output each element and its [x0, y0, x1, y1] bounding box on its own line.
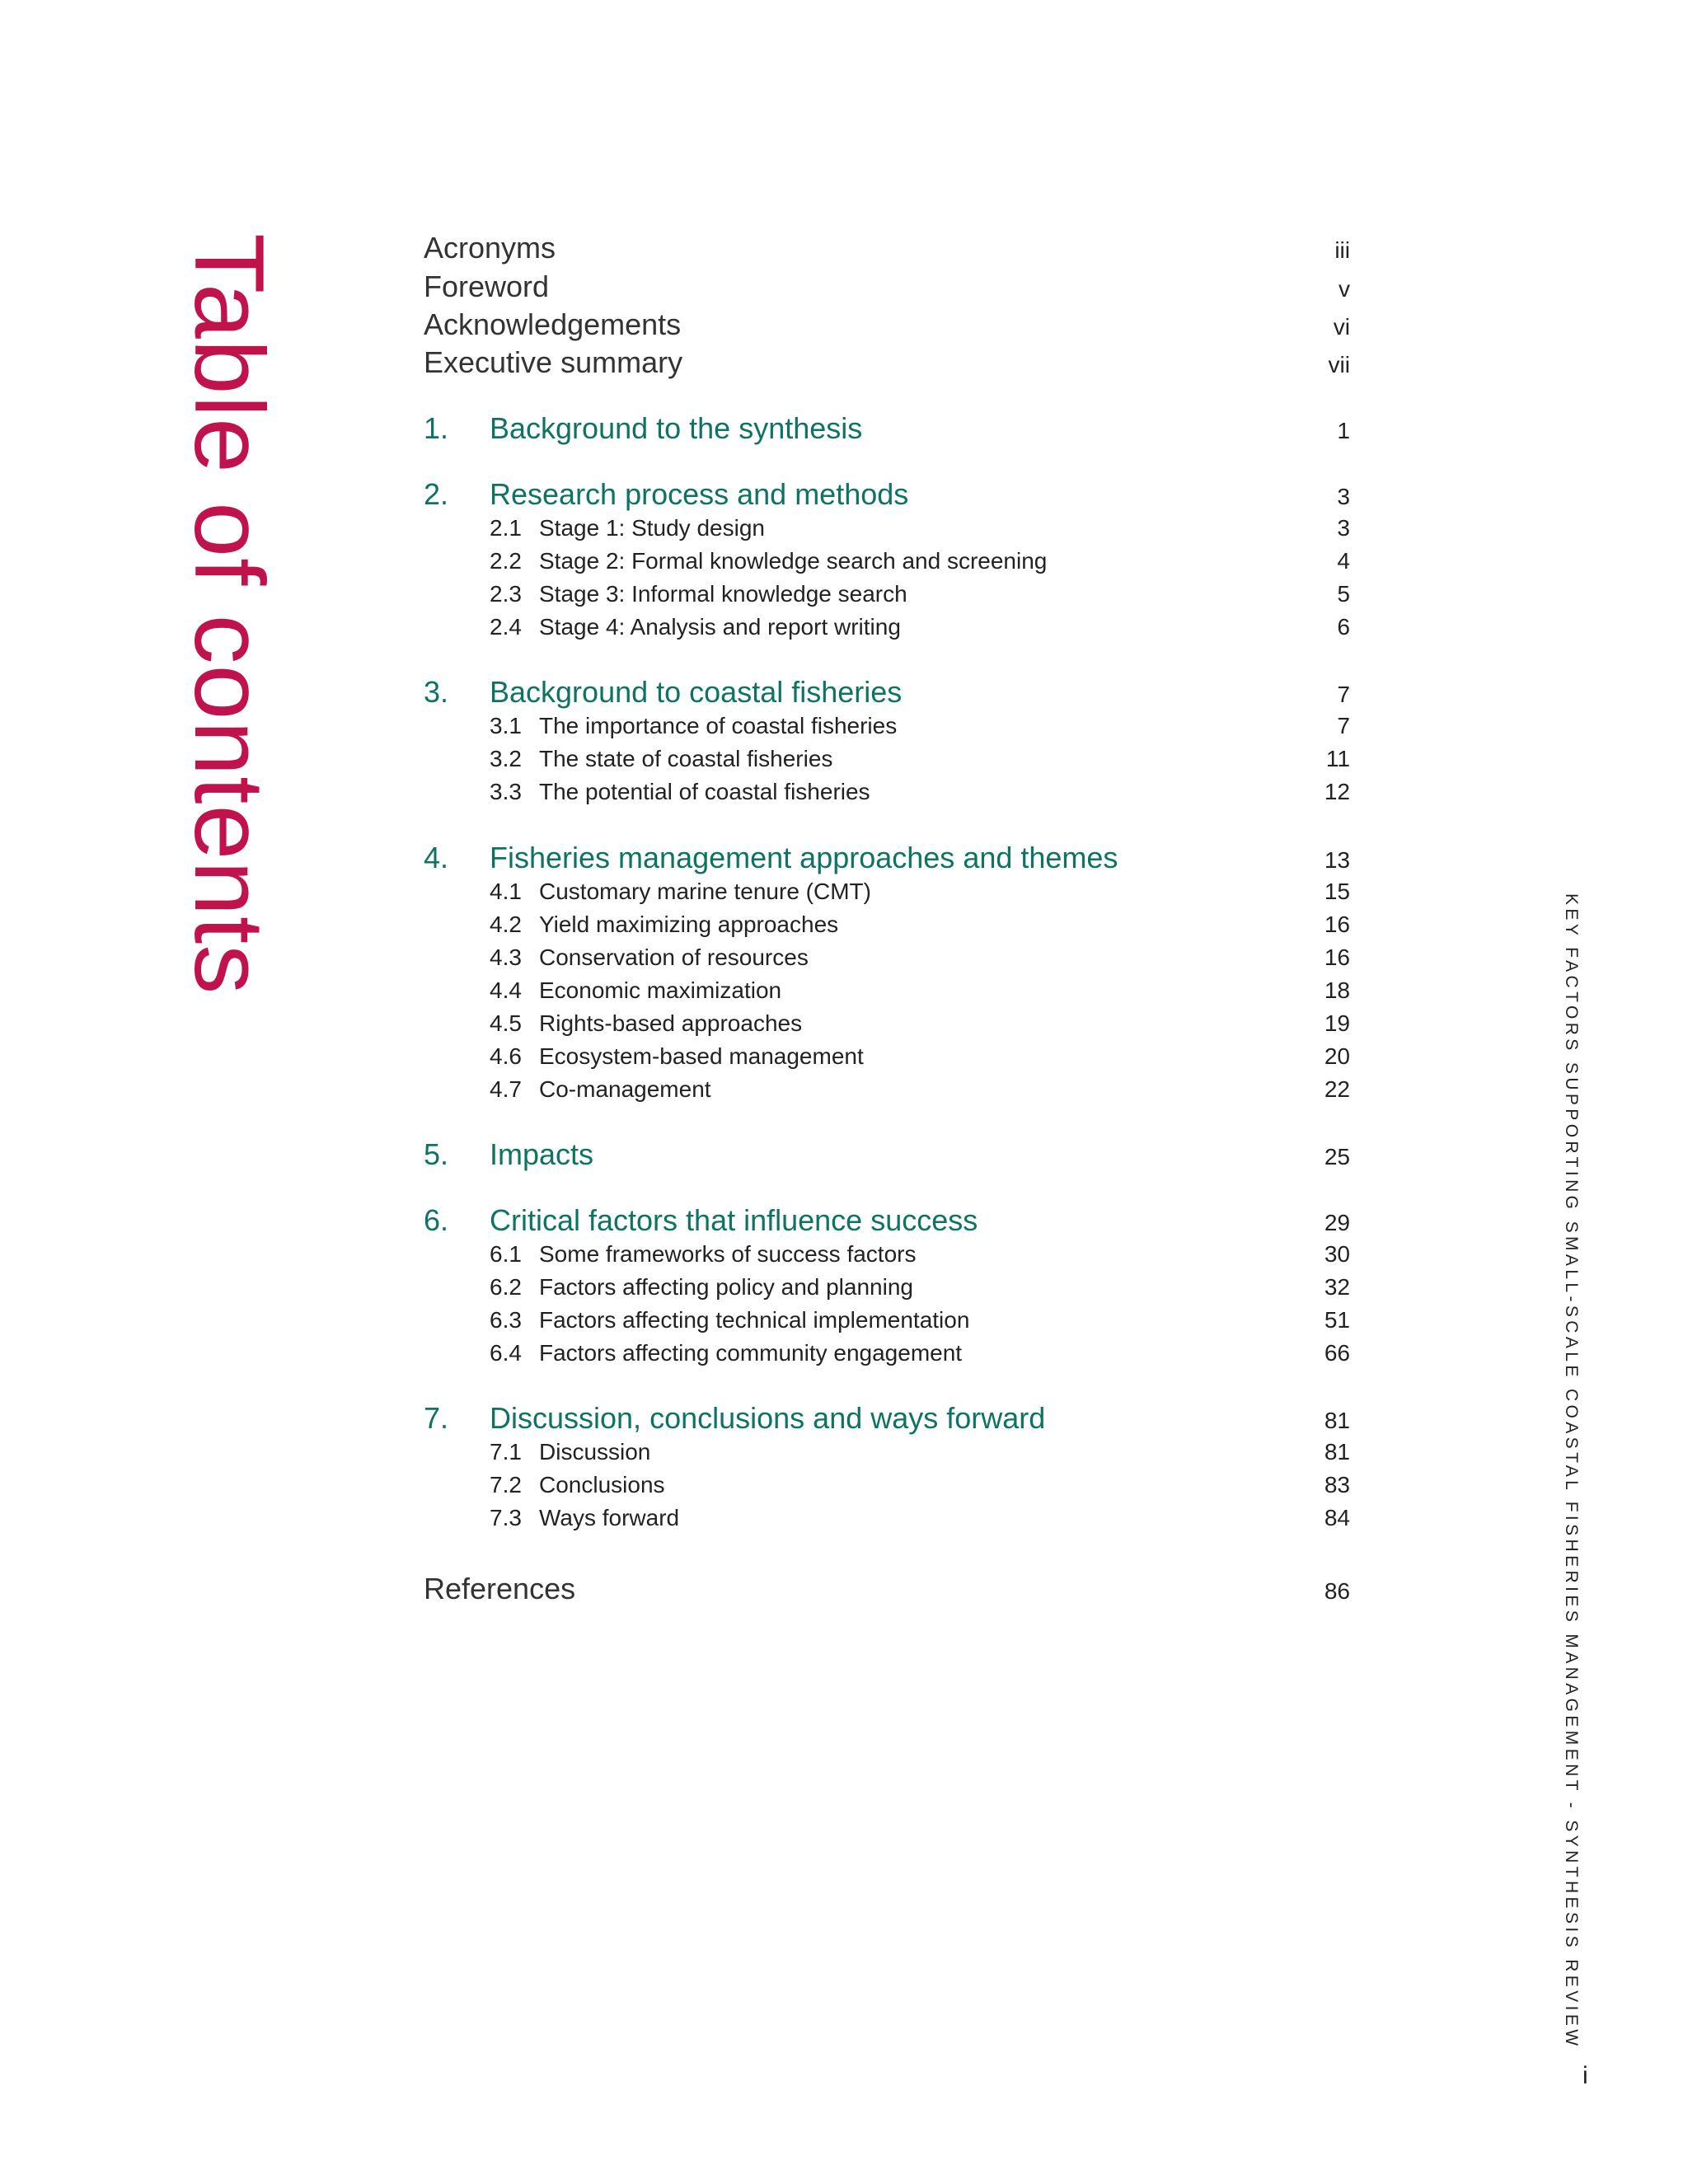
toc-section-entry[interactable]: [424, 780, 1350, 804]
entry-page: iii: [1334, 237, 1350, 263]
toc-chapter-entry[interactable]: [424, 477, 1350, 511]
entry-number: 3.2: [490, 746, 522, 771]
entry-number: 7.2: [490, 1472, 522, 1497]
toc-section-entry[interactable]: [424, 715, 1350, 738]
page-title: Table of contents: [174, 233, 284, 996]
entry-number: 6.2: [490, 1274, 522, 1300]
entry-page: 32: [1324, 1274, 1350, 1300]
entry-label: Factors affecting community engagement: [539, 1340, 963, 1366]
toc-chapter-entry[interactable]: [424, 677, 1350, 707]
entry-page: 16: [1324, 912, 1350, 937]
entry-number: 4.4: [490, 977, 522, 1003]
entry-number: 4.3: [490, 944, 522, 970]
toc-chapter-entry[interactable]: [424, 1137, 1350, 1171]
entry-number: 4.: [424, 841, 449, 874]
entry-label: Conclusions: [539, 1472, 665, 1497]
entry-label: Fisheries management approaches and themes: [490, 841, 1118, 874]
entry-number: 2.2: [490, 548, 522, 574]
toc-section-entry[interactable]: [424, 1441, 1350, 1464]
toc-section-entry[interactable]: [424, 1243, 1350, 1266]
toc-section-entry[interactable]: [424, 748, 1350, 771]
entry-label: Impacts: [490, 1137, 594, 1171]
entry-label: Ways forward: [539, 1505, 680, 1530]
entry-page: 18: [1324, 977, 1350, 1003]
entry-label: Stage 2: Formal knowledge search and screening: [539, 548, 1048, 574]
entry-number: 7.: [424, 1401, 449, 1435]
entry-label: Acknowledgements: [424, 307, 682, 341]
entry-label: Stage 1: Study design: [539, 515, 765, 541]
entry-page: 3: [1337, 515, 1350, 541]
entry-label: Rights-based approaches: [539, 1010, 803, 1036]
toc-section-entry[interactable]: [424, 1309, 1350, 1332]
entry-label: Research process and methods: [490, 477, 909, 511]
running-head: KEY FACTORS SUPPORTING SMALL-SCALE COASTAL FISHERIES MANAGEMENT - SYNTHESIS REVIEW: [1562, 893, 1581, 2050]
entry-page: 3: [1337, 484, 1350, 509]
entry-label: Critical factors that influence success: [490, 1203, 978, 1237]
entry-page: 4: [1337, 548, 1350, 574]
entry-page: 6: [1337, 614, 1350, 640]
entry-page: 5: [1337, 581, 1350, 607]
entry-number: 6.: [424, 1203, 449, 1237]
toc-front-entry[interactable]: [424, 307, 1350, 341]
entry-number: 4.1: [490, 879, 522, 904]
entry-number: 6.4: [490, 1340, 522, 1366]
toc-section-entry[interactable]: [424, 550, 1350, 573]
toc-section-entry[interactable]: [424, 1342, 1350, 1365]
toc-section-entry[interactable]: [424, 616, 1350, 639]
entry-label: The potential of coastal fisheries: [539, 779, 870, 804]
entry-page: 7: [1337, 713, 1350, 738]
entry-number: 3.1: [490, 713, 522, 738]
entry-page: 66: [1324, 1340, 1350, 1366]
entry-page: 86: [1324, 1578, 1350, 1604]
toc-section-entry[interactable]: [424, 979, 1350, 1002]
entry-number: 7.3: [490, 1505, 522, 1530]
entry-label: Stage 4: Analysis and report writing: [539, 614, 901, 640]
entry-page: vi: [1333, 314, 1350, 340]
entry-page: 84: [1324, 1505, 1350, 1530]
toc-section-entry[interactable]: [424, 946, 1350, 969]
entry-label: The importance of coastal fisheries: [539, 713, 898, 738]
entry-page: 81: [1324, 1408, 1350, 1433]
entry-label: The state of coastal fisheries: [539, 746, 833, 771]
toc-section-entry[interactable]: [424, 517, 1350, 540]
entry-number: 4.6: [490, 1043, 522, 1069]
entry-label: Conservation of resources: [539, 944, 809, 970]
entry-number: 7.1: [490, 1439, 522, 1465]
entry-number: 1.: [424, 411, 449, 445]
entry-page: 16: [1324, 944, 1350, 970]
toc-front-entry[interactable]: [424, 345, 1350, 379]
entry-page: 83: [1324, 1472, 1350, 1497]
entry-label: Co-management: [539, 1076, 711, 1102]
toc-section-entry[interactable]: [424, 1276, 1350, 1299]
toc-chapter-entry[interactable]: [424, 843, 1350, 873]
entry-label: Background to coastal fisheries: [490, 675, 903, 709]
entry-label: Discussion, conclusions and ways forward: [490, 1401, 1046, 1435]
entry-label: Yield maximizing approaches: [539, 912, 839, 937]
entry-label: Background to the synthesis: [490, 411, 863, 445]
entry-page: 22: [1324, 1076, 1350, 1102]
entry-number: 2.: [424, 477, 449, 511]
toc-chapter-entry[interactable]: [424, 1401, 1350, 1435]
toc-section-entry[interactable]: [424, 1078, 1350, 1101]
toc-back-entry[interactable]: [424, 1574, 1350, 1604]
toc-section-entry[interactable]: [424, 1045, 1350, 1068]
entry-page: v: [1339, 276, 1350, 302]
entry-label: Economic maximization: [539, 977, 782, 1003]
entry-page: 25: [1324, 1144, 1350, 1169]
toc-section-entry[interactable]: [424, 913, 1350, 936]
entry-number: 5.: [424, 1137, 449, 1171]
entry-number: 6.3: [490, 1307, 522, 1333]
entry-label: Stage 3: Informal knowledge search: [539, 581, 907, 607]
entry-number: 4.2: [490, 912, 522, 937]
entry-label: Executive summary: [424, 345, 683, 379]
toc-section-entry[interactable]: [424, 1012, 1350, 1035]
entry-label: Foreword: [424, 269, 550, 303]
toc-section-entry[interactable]: [424, 1507, 1350, 1530]
entry-number: 2.3: [490, 581, 522, 607]
toc-front-entry[interactable]: [424, 269, 1350, 303]
entry-label: Factors affecting technical implementation: [539, 1307, 970, 1333]
entry-number: 4.5: [490, 1010, 522, 1036]
entry-page: 11: [1325, 746, 1350, 771]
entry-page: 51: [1324, 1307, 1350, 1333]
entry-label: Acronyms: [424, 231, 556, 265]
toc-chapter-entry[interactable]: [424, 411, 1350, 445]
entry-label: References: [424, 1572, 576, 1605]
entry-number: 4.7: [490, 1076, 522, 1102]
toc-section-entry[interactable]: [424, 1474, 1350, 1497]
entry-page: 15: [1324, 879, 1350, 904]
entry-label: Customary marine tenure (CMT): [539, 879, 871, 904]
entry-label: Factors affecting policy and planning: [539, 1274, 913, 1300]
entry-label: Discussion: [539, 1439, 651, 1465]
entry-page: 29: [1324, 1210, 1350, 1235]
entry-page: 13: [1324, 847, 1350, 873]
page-number: i: [1582, 2062, 1588, 2089]
entry-number: 3.3: [490, 779, 522, 804]
entry-label: Some frameworks of success factors: [539, 1241, 917, 1267]
entry-page: 12: [1324, 779, 1350, 804]
entry-label: Ecosystem-based management: [539, 1043, 864, 1069]
toc-section-entry[interactable]: [424, 880, 1350, 903]
entry-page: vii: [1328, 352, 1350, 377]
entry-page: 19: [1324, 1010, 1350, 1036]
entry-number: 6.1: [490, 1241, 522, 1267]
entry-page: 1: [1337, 418, 1350, 443]
entry-number: 3.: [424, 675, 449, 709]
entry-number: 2.4: [490, 614, 522, 640]
toc-chapter-entry[interactable]: [424, 1203, 1350, 1237]
toc-front-entry[interactable]: [424, 233, 1350, 263]
toc-section-entry[interactable]: [424, 583, 1350, 606]
entry-page: 81: [1324, 1439, 1350, 1465]
entry-page: 30: [1324, 1241, 1350, 1267]
entry-page: 7: [1337, 682, 1350, 707]
entry-page: 20: [1324, 1043, 1350, 1069]
entry-number: 2.1: [490, 515, 522, 541]
